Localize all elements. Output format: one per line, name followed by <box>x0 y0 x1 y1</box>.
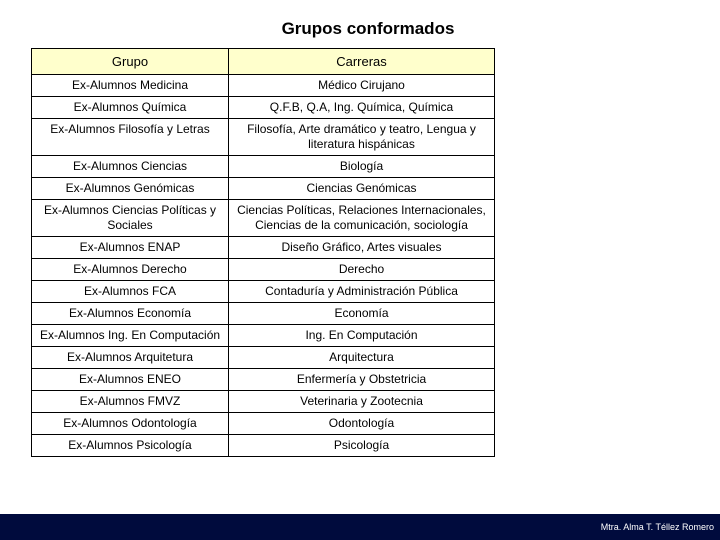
cell-grupo: Ex-Alumnos Medicina <box>32 75 229 97</box>
cell-grupo: Ex-Alumnos Economía <box>32 303 229 325</box>
footer-author: Mtra. Alma T. Téllez Romero <box>600 522 714 532</box>
cell-carreras: Odontología <box>229 413 495 435</box>
cell-grupo: Ex-Alumnos Arquitetura <box>32 347 229 369</box>
table-row <box>32 237 495 259</box>
table-row <box>32 303 495 325</box>
table-row <box>32 119 495 156</box>
table-row <box>32 435 495 457</box>
cell-carreras: Contaduría y Administración Pública <box>229 281 495 303</box>
table-row <box>32 259 495 281</box>
table-row <box>32 156 495 178</box>
cell-carreras: Médico Cirujano <box>229 75 495 97</box>
footer-bar <box>0 514 720 540</box>
cell-carreras: Veterinaria y Zootecnia <box>229 391 495 413</box>
cell-grupo: Ex-Alumnos ENEO <box>32 369 229 391</box>
cell-grupo: Ex-Alumnos FMVZ <box>32 391 229 413</box>
cell-carreras: Enfermería y Obstetricia <box>229 369 495 391</box>
table-header-row <box>32 49 495 75</box>
table-row <box>32 281 495 303</box>
cell-carreras: Q.F.B, Q.A, Ing. Química, Química <box>229 97 495 119</box>
cell-grupo: Ex-Alumnos ENAP <box>32 237 229 259</box>
cell-carreras: Biología <box>229 156 495 178</box>
table-row <box>32 391 495 413</box>
cell-carreras: Ciencias Políticas, Relaciones Internacionales, Ciencias de la comunicación, sociología <box>229 200 495 237</box>
cell-grupo: Ex-Alumnos Ciencias Políticas y Sociales <box>32 200 229 237</box>
header-grupo: Grupo <box>32 49 229 75</box>
cell-grupo: Ex-Alumnos Química <box>32 97 229 119</box>
cell-carreras: Diseño Gráfico, Artes visuales <box>229 237 495 259</box>
table-row <box>32 347 495 369</box>
cell-grupo: Ex-Alumnos Derecho <box>32 259 229 281</box>
cell-carreras: Ciencias Genómicas <box>229 178 495 200</box>
cell-carreras: Derecho <box>229 259 495 281</box>
header-carreras: Carreras <box>229 49 495 75</box>
table-row <box>32 97 495 119</box>
cell-grupo: Ex-Alumnos Psicología <box>32 435 229 457</box>
cell-grupo: Ex-Alumnos Ing. En Computación <box>32 325 229 347</box>
cell-carreras: Psicología <box>229 435 495 457</box>
cell-carreras: Economía <box>229 303 495 325</box>
table-row <box>32 178 495 200</box>
cell-carreras: Arquitectura <box>229 347 495 369</box>
table-row <box>32 369 495 391</box>
cell-grupo: Ex-Alumnos Odontología <box>32 413 229 435</box>
page-title: Grupos conformados <box>281 19 455 38</box>
table-row <box>32 75 495 97</box>
cell-grupo: Ex-Alumnos FCA <box>32 281 229 303</box>
cell-carreras: Ing. En Computación <box>229 325 495 347</box>
groups-table <box>31 48 495 457</box>
table-row <box>32 200 495 237</box>
cell-carreras: Filosofía, Arte dramático y teatro, Lengua y literatura hispánicas <box>229 119 495 156</box>
table-body <box>32 75 495 457</box>
table-row <box>32 325 495 347</box>
cell-grupo: Ex-Alumnos Genómicas <box>32 178 229 200</box>
cell-grupo: Ex-Alumnos Filosofía y Letras <box>32 119 229 156</box>
cell-grupo: Ex-Alumnos Ciencias <box>32 156 229 178</box>
table-row <box>32 413 495 435</box>
